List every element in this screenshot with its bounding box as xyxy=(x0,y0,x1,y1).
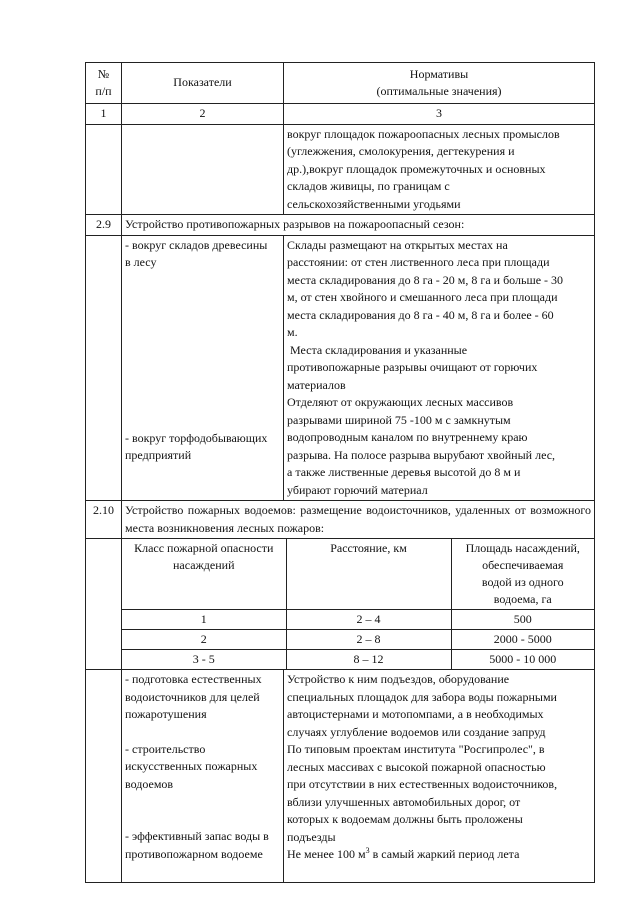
text-line: разрыва. На полосе разрыва вырубают хвойный лес, xyxy=(287,447,556,462)
text-line: сельскохозяйственными угодьями xyxy=(287,196,461,211)
column-number-row xyxy=(86,104,595,125)
continuation-text xyxy=(284,124,595,215)
table-row xyxy=(122,630,594,650)
water-volume-line xyxy=(287,846,591,864)
document-page xyxy=(85,62,595,883)
text-line: По типовым проектам института "Росгипролес", в xyxy=(287,742,545,756)
class-cell: 2 xyxy=(122,630,286,650)
norms-table xyxy=(85,62,595,883)
col-number-1: 1 xyxy=(86,104,122,125)
section-2-10-title-row xyxy=(86,501,595,539)
area-cell: 500 xyxy=(451,610,594,630)
continuation-label xyxy=(122,124,284,215)
header-num-line1: № xyxy=(97,66,110,81)
section-2-10-class-table-row xyxy=(86,539,595,670)
spacer xyxy=(287,864,591,881)
text-line: Склады размещают на открытых местах на xyxy=(287,237,508,252)
text-fragment: в самый жаркий период лета xyxy=(369,847,520,861)
header-line: водой из одного xyxy=(481,575,564,589)
item-label: - подготовка естественных xyxy=(125,672,262,686)
item-label: противопожарном водоеме xyxy=(125,846,263,861)
text-fragment: Не менее 100 м xyxy=(287,847,366,861)
text-line: случаях углубление водоемов или создание запруд xyxy=(287,724,546,739)
distance-cell: 2 – 8 xyxy=(286,630,451,650)
col-number-2: 2 xyxy=(122,104,284,125)
area-header xyxy=(451,539,594,610)
header-indicators: Показатели xyxy=(122,63,284,104)
continuation-num xyxy=(86,124,122,215)
section-2-9-empty-num xyxy=(86,235,122,501)
text-line: Отделяют от окружающих лесных массивов xyxy=(287,395,514,409)
spacer xyxy=(125,272,280,430)
text-line: расстоянии: от стен лиственного леса при площади xyxy=(287,255,550,269)
item-label: в лесу xyxy=(125,255,157,269)
text-line: специальных площадок для забора воды пожарными xyxy=(287,689,557,704)
table-row xyxy=(122,610,594,630)
header-norms-line2: (оптимальные значения) xyxy=(376,84,502,98)
header-line: обеспечиваемая xyxy=(482,558,564,572)
item-label: искусственных пожарных xyxy=(125,759,258,773)
header-line: Класс пожарной опасности xyxy=(134,541,274,555)
item-label: - эффективный запас воды в xyxy=(125,829,269,843)
text-line: м, от стен хвойного и смешанного леса при площади xyxy=(287,290,558,304)
section-2-9-num: 2.9 xyxy=(86,215,122,236)
text-line: складов живицы, по границам с xyxy=(287,179,450,193)
text-line: Места складирования и указанные xyxy=(287,342,468,357)
item-label: предприятий xyxy=(125,448,192,462)
section-2-9-title: Устройство противопожарных разрывов на пожароопасный сезон: xyxy=(122,215,595,236)
header-line: Площадь насаждений, xyxy=(465,541,580,555)
text-line: убирают горючий материал xyxy=(287,482,428,497)
section-2-10-title: Устройство пожарных водоемов: размещение водоисточников, удаленных от возможного места возникновения лесных пожаров: xyxy=(122,501,595,539)
header-norms xyxy=(284,63,595,104)
fire-class-table xyxy=(122,539,594,669)
spacer xyxy=(125,724,280,741)
item-label: - вокруг складов древесины xyxy=(125,237,268,252)
text-line: лесных массивах с высокой пожарной опасностью xyxy=(287,759,546,774)
spacer xyxy=(125,793,280,828)
text-line: водопроводным каналом по внутреннему краю xyxy=(287,430,528,444)
table-row xyxy=(122,650,594,670)
text-line: др.),вокруг площадок промежуточных и основных xyxy=(287,161,546,176)
text-line: подъезды xyxy=(287,829,336,844)
class-table-cell xyxy=(122,539,595,670)
text-line: места складирования до 8 га - 40 м, 8 га и более - 60 xyxy=(287,307,554,322)
text-line: м. xyxy=(287,325,298,339)
superscript: 3 xyxy=(365,846,370,855)
header-line: насаждений xyxy=(172,558,235,572)
section-2-10-labels xyxy=(122,670,284,883)
text-line: автоцистернами и мотопомпами, а в необходимых xyxy=(287,707,544,721)
distance-header: Расстояние, км xyxy=(286,539,451,610)
header-line: водоема, га xyxy=(493,592,552,606)
continuation-row xyxy=(86,124,595,215)
class-table-header xyxy=(122,539,594,610)
text-line: которых к водоемам должны быть проложены xyxy=(287,812,523,826)
class-header xyxy=(122,539,286,610)
section-2-9-labels xyxy=(122,235,284,501)
class-cell: 3 - 5 xyxy=(122,650,286,670)
section-2-9-texts xyxy=(284,235,595,501)
text-line: при отсутствии в них естественных водоисточников, xyxy=(287,777,558,791)
col-number-3: 3 xyxy=(284,104,595,125)
item-label: водоисточников для целей xyxy=(125,689,260,704)
section-2-10-empty-num-2 xyxy=(86,670,122,883)
distance-cell: 8 – 12 xyxy=(286,650,451,670)
table-header-row xyxy=(86,63,595,104)
text-line: вблизи улучшенных автомобильных дорог, от xyxy=(287,794,521,809)
area-cell: 2000 - 5000 xyxy=(451,630,594,650)
item-label: - строительство xyxy=(125,741,206,756)
class-cell: 1 xyxy=(122,610,286,630)
text-line: противопожарные разрывы очищают от горючих xyxy=(287,360,538,374)
text-line: места складирования до 8 га - 20 м, 8 га и больше - 30 xyxy=(287,272,564,287)
section-2-10-num: 2.10 xyxy=(86,501,122,539)
text-line: (углежжения, смолокурения, дегтекурения и xyxy=(287,144,515,158)
item-label: - вокруг торфодобывающих xyxy=(125,430,268,445)
header-num-line2: п/п xyxy=(95,84,112,98)
item-label: водоемов xyxy=(125,776,174,791)
text-line: вокруг площадок пожароопасных лесных промыслов xyxy=(287,126,560,141)
section-2-9-body-row xyxy=(86,235,595,501)
header-norms-line1: Нормативы xyxy=(409,66,469,81)
distance-cell: 2 – 4 xyxy=(286,610,451,630)
text-line: разрывами шириной 75 -100 м с замкнутым xyxy=(287,412,511,427)
section-2-10-body-row xyxy=(86,670,595,883)
area-cell: 5000 - 10 000 xyxy=(451,650,594,670)
text-line: а также лиственные деревья высотой до 8 м и xyxy=(287,465,521,479)
text-line: Устройство к ним подъездов, оборудование xyxy=(287,672,510,686)
text-line: материалов xyxy=(287,377,346,392)
section-2-9-title-row xyxy=(86,215,595,236)
section-2-10-texts xyxy=(284,670,595,883)
header-num xyxy=(86,63,122,104)
item-label: пожаротушения xyxy=(125,707,207,721)
section-2-10-empty-num xyxy=(86,539,122,670)
